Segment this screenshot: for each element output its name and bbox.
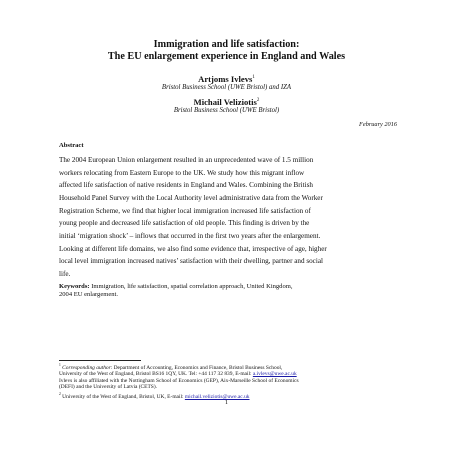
footnote-1-line-4: (DEFI) and the University of Latvia (CETS). (59, 384, 158, 391)
author-2 (0, 96, 453, 107)
keywords-text-2: 2004 EU enlargement. (59, 290, 118, 298)
abstract-line: Registration Scheme, we find that higher local immigration increased life satisfaction of (59, 206, 311, 215)
keywords-label: Keywords: (59, 283, 90, 290)
page-number: 1 (224, 399, 229, 406)
abstract-line: affected life satisfaction of native residents in England and Wales. Combining the British (59, 181, 313, 190)
abstract-heading: Abstract (59, 142, 84, 149)
author-1-affiliation: Bristol Business School (UWE Bristol) and IZA (161, 84, 292, 91)
author-1 (0, 73, 453, 84)
footnote-divider (59, 360, 141, 361)
keywords-line-1 (59, 283, 394, 291)
paper-title-line-1: Immigration and life satisfaction: (153, 39, 300, 50)
author-2-name: Michail Veliziotis (193, 96, 257, 107)
abstract-line: young people and decreased life satisfaction of old people. This finding is driven by the (59, 219, 310, 228)
abstract-line: workers relocating from Eastern Europe to the UK. We study how this migrant inflow (59, 168, 305, 177)
keywords (59, 283, 394, 299)
abstract-body (59, 154, 394, 281)
author-1-name: Artjoms Ivlevs (198, 73, 253, 84)
footnote-1-line-1 (59, 362, 399, 371)
footnote-2-text: University of the West of England, Bristol, UK, E-mail: (60, 393, 185, 400)
keywords-text-1: Immigration, life satisfaction, spatial correlation approach, United Kingdom, (89, 283, 293, 290)
footnote-2-email-link[interactable]: michail.veliziotis@uwe.ac.uk (184, 393, 250, 400)
footnote-1-mark: 1 (59, 363, 61, 367)
abstract-line: initial ‘migration shock’ – inflows that occurred in the first two years after the enlargement. (59, 231, 321, 240)
abstract-line: Looking at different life domains, we also find some evidence that, irrespective of age, higher (59, 244, 327, 253)
footnote-1-email-link[interactable]: a.ivlevs@uwe.ac.uk (252, 371, 297, 378)
author-2-affiliation: Bristol Business School (UWE Bristol) (173, 107, 280, 114)
footnote-2-mark: 2 (59, 391, 61, 396)
footnote-1-address: University of the West of England, Bristol BS16 1QY, UK. Tel: +44 117 32 839, E-mail: (59, 371, 253, 378)
abstract-line: Household Panel Survey with the Local Authority level administrative data from the Worker (59, 193, 323, 202)
footnotes (59, 362, 399, 400)
paper-title-line-2: The EU enlargement experience in England and Wales (107, 51, 346, 62)
author-1-footnote-mark: 1 (252, 75, 255, 80)
abstract-line: The 2004 European Union enlargement resulted in an unprecedented wave of 1.5 million (59, 156, 314, 164)
footnote-1-text: : Department of Accounting, Economics and Finance, Bristol Business School, (110, 364, 283, 371)
footnote-1-line-3: Ivlevs is also affiliated with the Nottingham School of Economics (GEP), Aix-Marseille School of Economics (59, 377, 299, 384)
author-2-footnote-mark: 2 (256, 98, 260, 103)
abstract-line: local level immigration increased natives’ satisfaction with their dwelling, partner and social (59, 257, 323, 266)
abstract-line: life. (59, 269, 71, 278)
paper-date: February 2016 (359, 121, 397, 128)
footnote-1-label: Corresponding author (62, 364, 111, 371)
